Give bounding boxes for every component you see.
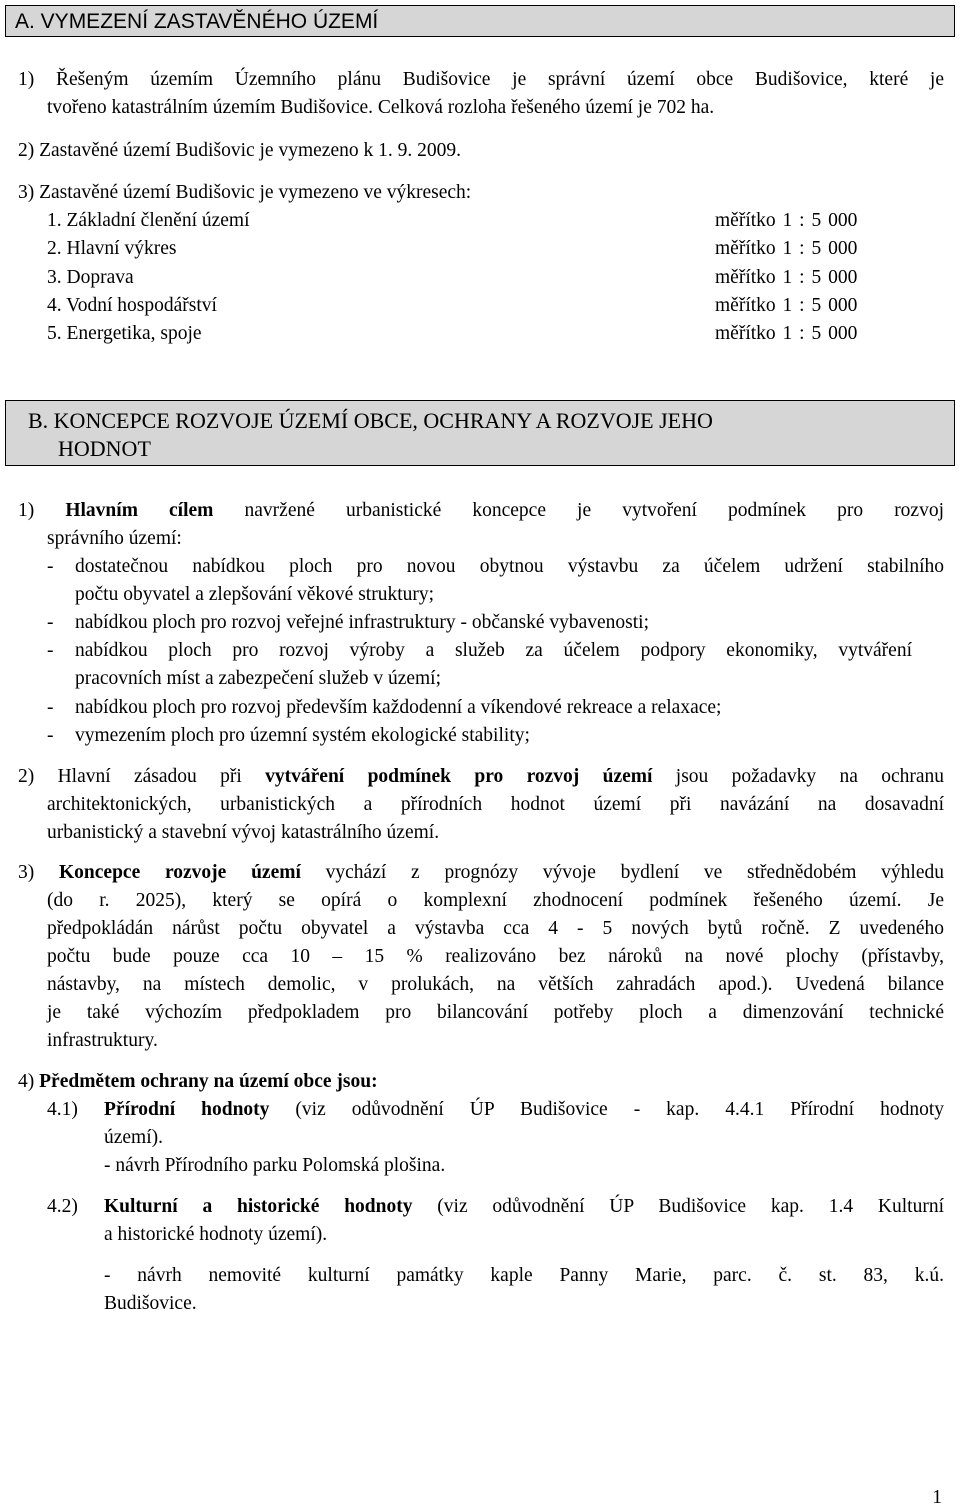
section-a-heading-text: A. VYMEZENÍ ZASTAVĚNÉHO ÚZEMÍ — [15, 10, 379, 33]
b-p2-a: 2) Hlavní zásadou při — [18, 766, 242, 787]
b-p4 — [18, 1068, 378, 1096]
b-p3-line: (do r. 2025), který se opírá o komplexní zhodnocení podmínek řešeného území. Je — [47, 890, 944, 911]
b-p3-rest: vychází z prognózy vývoje bydlení ve střednědobém výhledu — [325, 862, 944, 883]
s42-num: 4.2) — [47, 1196, 78, 1217]
s42-line3: - návrh nemovité kulturní památky kaple Panny Marie, parc. č. st. 83, k.ú. — [104, 1265, 944, 1286]
a-p1-line1: 1) Řešeným územím Územního plánu Budišovice je správní území obce Budišovice, které je — [18, 69, 944, 90]
s41-line1 — [104, 1096, 944, 1124]
bullet-dash: - — [47, 725, 54, 746]
page-number: 1 — [932, 1487, 942, 1508]
bullet-text: vymezením ploch pro územní systém ekologické stability; — [75, 725, 530, 746]
b-p3-line: počtu bude pouze cca 10 – 15 % realizováno bez nároků na nové plochy (přístavby, — [47, 946, 944, 967]
b-p3-line: je také výchozím předpokladem pro bilancování potřeby ploch a dimenzování technické — [47, 1002, 944, 1023]
b-p4-num: 4) — [18, 1071, 35, 1092]
a-p2: 2) Zastavěné území Budišovic je vymezeno k 1. 9. 2009. — [18, 140, 461, 161]
bullet-text-cont: pracovních míst a zabezpečení služeb v území; — [75, 668, 442, 689]
b-p3-num: 3) — [18, 862, 35, 883]
s41-line3: - návrh Přírodního parku Polomská plošina. — [104, 1155, 446, 1176]
b-p2-b: jsou požadavky na ochranu — [675, 766, 944, 787]
drawing-row — [47, 235, 887, 263]
bullet-text: nabídkou ploch pro rozvoj především každodenní a víkendové rekreace a relaxace; — [75, 697, 722, 718]
bullet-dash: - — [47, 556, 54, 577]
b-p1-rest: navržené urbanistické koncepce je vytvoření podmínek pro rozvoj — [244, 500, 945, 521]
b-p3-line1 — [18, 859, 944, 887]
b-p2-line3: urbanistický a stavební vývoj katastrálního území. — [47, 822, 440, 843]
b-p4-bold: Předmětem ochrany na území obce jsou: — [39, 1071, 378, 1092]
a-p3: 3) Zastavěné území Budišovic je vymezeno ve výkresech: — [18, 182, 472, 203]
drawing-row — [47, 292, 887, 320]
section-b-heading — [5, 400, 955, 466]
drawing-scale: měřítko 1 : 5 000 — [715, 210, 858, 231]
b-p2-line1 — [18, 763, 944, 791]
drawing-row — [47, 207, 887, 235]
drawing-item: 1. Základní členění území — [47, 210, 250, 231]
b-p2-line2: architektonických, urbanistických a přírodních hodnot území při navázání na dosavadní — [47, 794, 944, 815]
bullet-dash: - — [47, 640, 54, 661]
drawing-row — [47, 320, 887, 348]
drawing-scale: měřítko 1 : 5 000 — [715, 267, 858, 288]
bullet-text: nabídkou ploch pro rozvoj výroby a služeb za účelem podpory ekonomiky, vytváření — [75, 640, 912, 661]
b-p2-bold: vytváření podmínek pro rozvoj území — [265, 766, 653, 787]
b-p1-num: 1) — [18, 500, 35, 521]
drawing-row — [47, 264, 887, 292]
drawing-scale: měřítko 1 : 5 000 — [715, 323, 858, 344]
drawing-scale: měřítko 1 : 5 000 — [715, 295, 858, 316]
b-p1-line2: správního území: — [47, 528, 182, 549]
b-p3-bold: Koncepce rozvoje území — [59, 862, 301, 883]
bullet-dash: - — [47, 697, 54, 718]
s42-line4: Budišovice. — [104, 1293, 197, 1314]
s41-bold: Přírodní hodnoty — [104, 1099, 270, 1120]
a-p1-line2: tvořeno katastrálním územím Budišovice. Celková rozloha řešeného území je 702 ha. — [47, 97, 715, 118]
bullet-text: nabídkou ploch pro rozvoj veřejné infrastruktury - občanské vybavenosti; — [75, 612, 650, 633]
section-b-heading-line1: B. KONCEPCE ROZVOJE ÚZEMÍ OBCE, OCHRANY A ROZVOJE JEHO — [28, 408, 713, 433]
drawing-item: 3. Doprava — [47, 267, 134, 288]
s41-line2: území). — [104, 1127, 164, 1148]
bullet-dash: - — [47, 612, 54, 633]
drawing-item: 2. Hlavní výkres — [47, 238, 177, 259]
bullet-text-cont: počtu obyvatel a zlepšování věkové struktury; — [75, 584, 435, 605]
section-b-heading-line2: HODNOT — [58, 436, 151, 461]
drawing-item: 5. Energetika, spoje — [47, 323, 202, 344]
b-p3-last: infrastruktury. — [47, 1030, 158, 1051]
s41-rest: (viz odůvodnění ÚP Budišovice - kap. 4.4.1 Přírodní hodnoty — [295, 1099, 945, 1120]
s42-line1 — [104, 1193, 944, 1221]
b-p3-line: předpokládán nárůst počtu obyvatel a výstavba cca 4 - 5 nových bytů ročně. Z uvedeného — [47, 918, 944, 939]
s42-line2: a historické hodnoty území). — [104, 1224, 328, 1245]
s42-rest: (viz odůvodnění ÚP Budišovice kap. 1.4 Kulturní — [437, 1196, 944, 1217]
bullet-text: dostatečnou nabídkou ploch pro novou obytnou výstavbu za účelem udržení stabilního — [75, 556, 944, 577]
b-p1-line1 — [18, 497, 944, 525]
b-p3-line: nástavby, na místech demolic, v prolukách, na větších zahradách apod.). Uvedená bilance — [47, 974, 944, 995]
s41-num: 4.1) — [47, 1099, 78, 1120]
drawing-item: 4. Vodní hospodářství — [47, 295, 217, 316]
s42-bold: Kulturní a historické hodnoty — [104, 1196, 413, 1217]
section-a-heading — [5, 5, 955, 37]
b-p1-bold: Hlavním cílem — [65, 500, 214, 521]
drawing-scale: měřítko 1 : 5 000 — [715, 238, 858, 259]
